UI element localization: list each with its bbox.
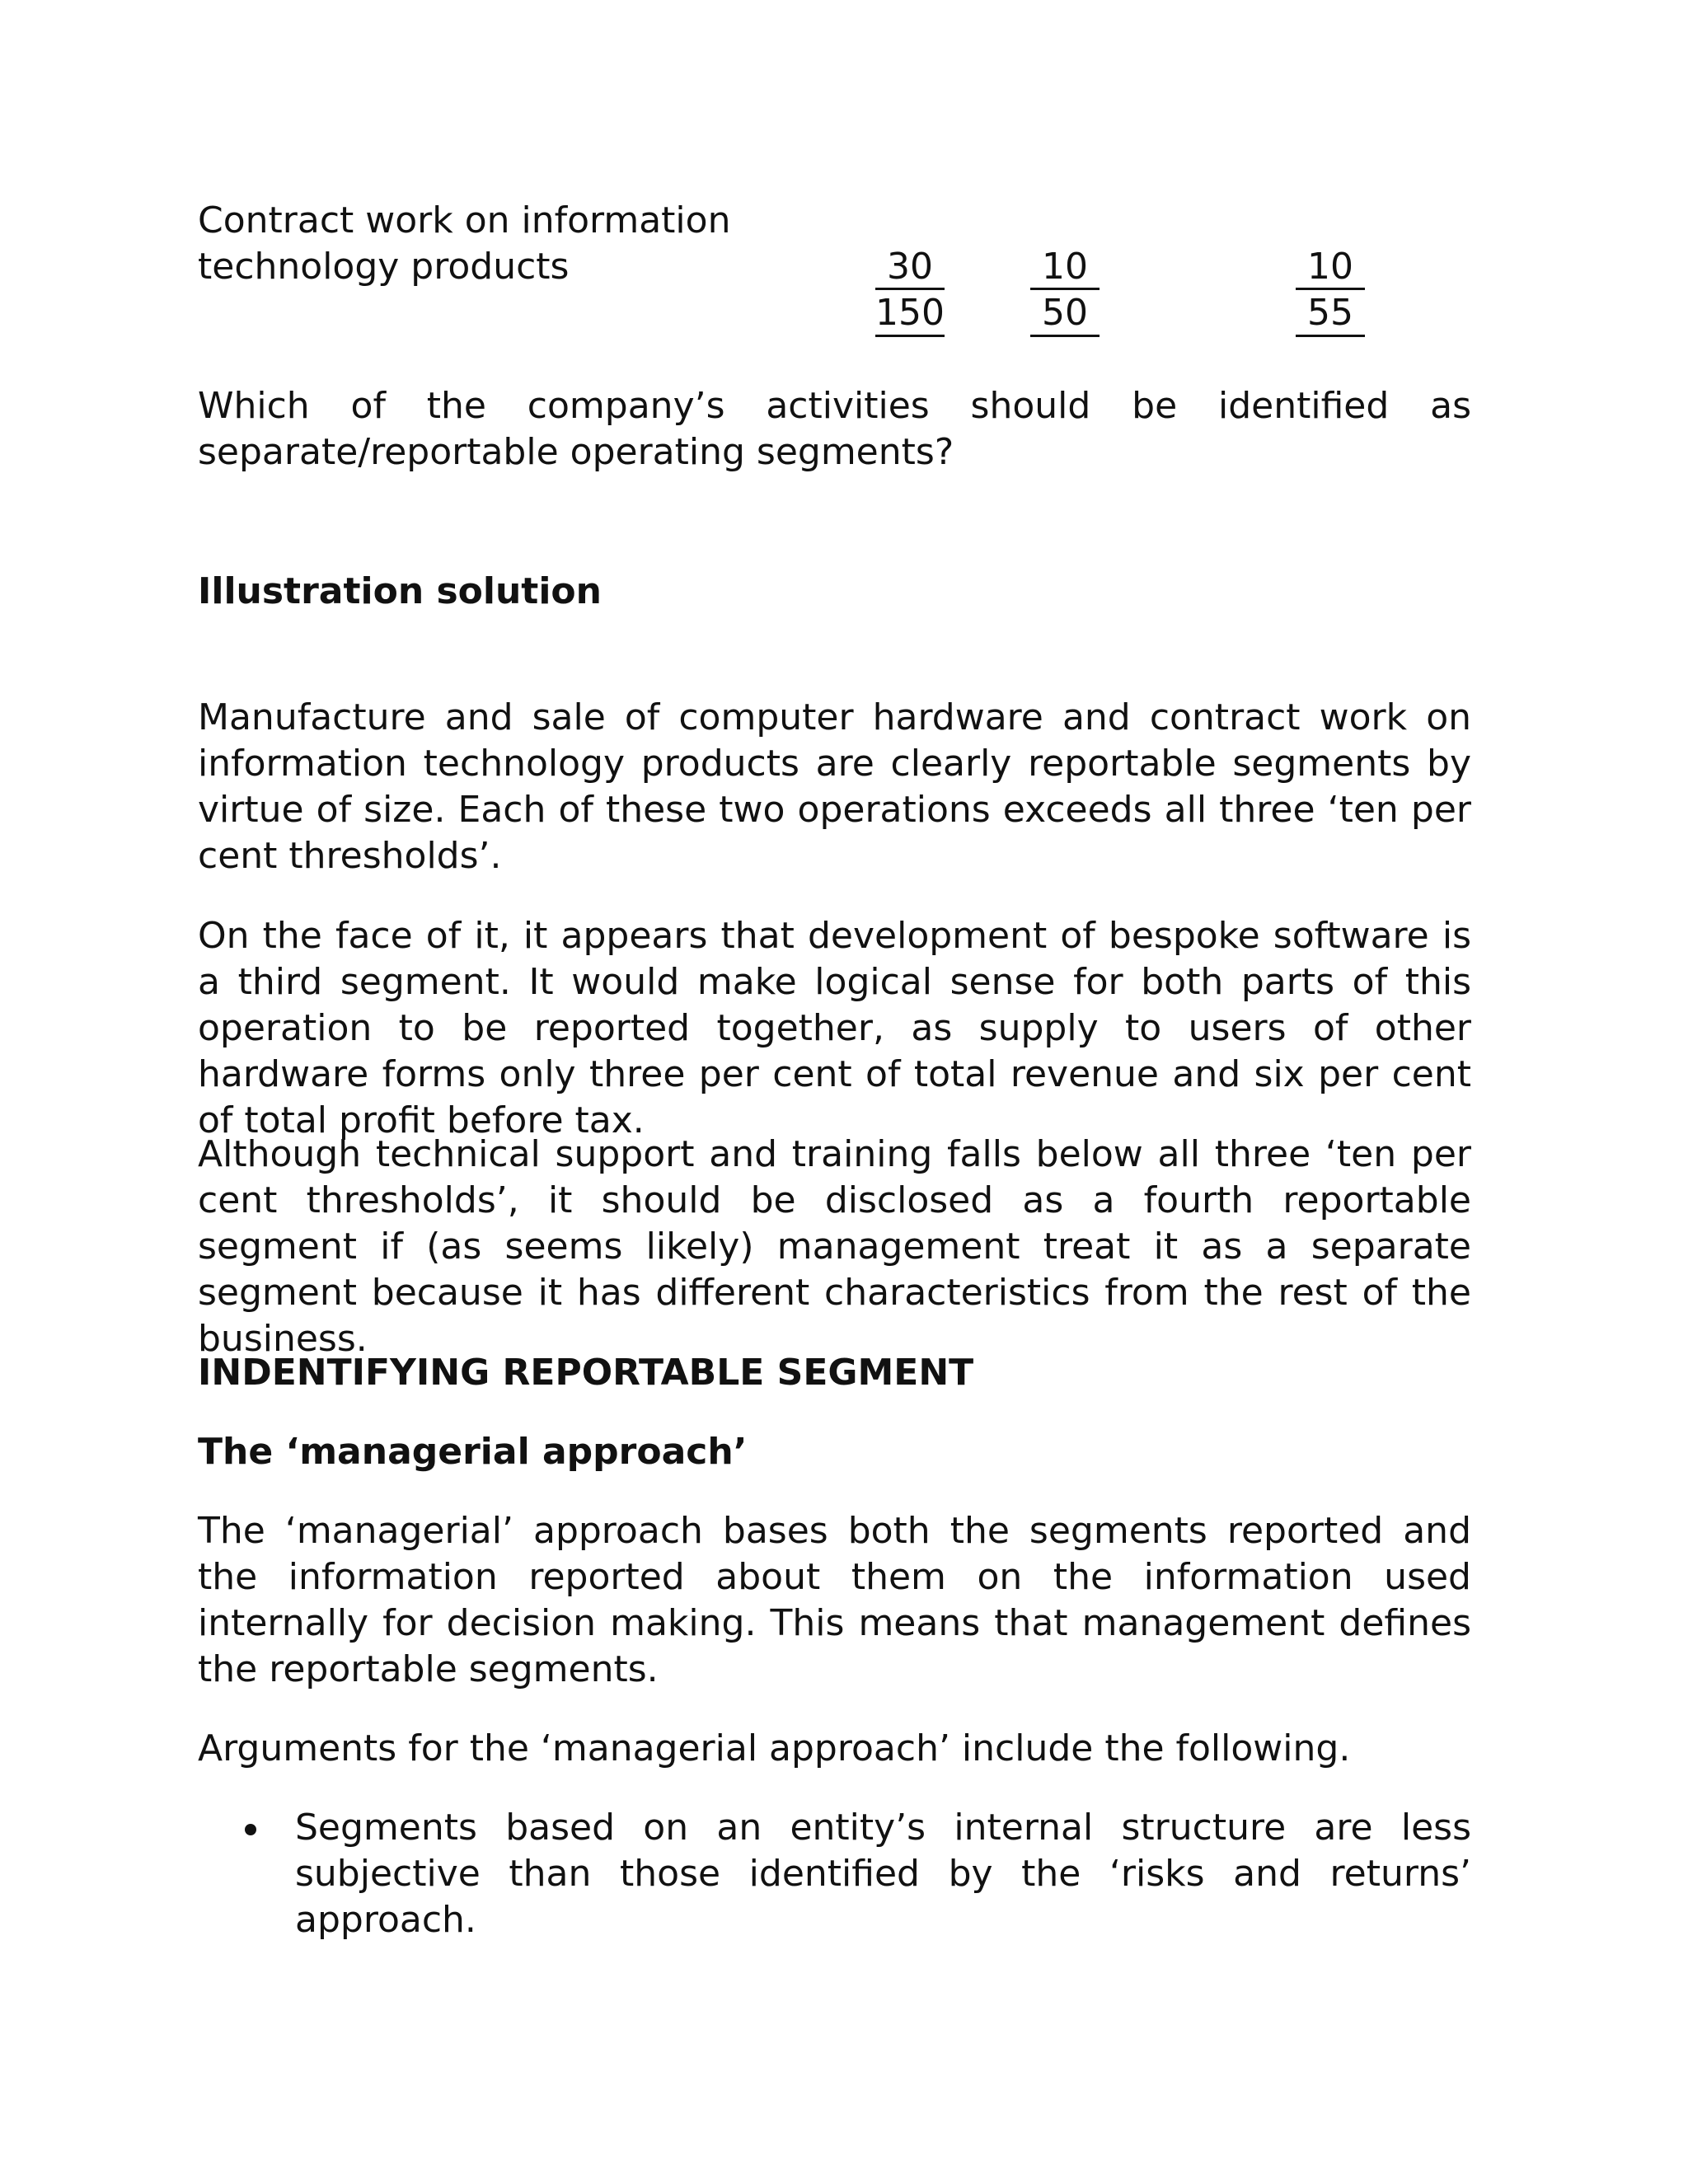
list-item: Segments based on an entity’s internal structure are less subjective than those identified by the ‘risks and returns’ approach. [295, 1807, 1471, 1941]
subsection-heading: The ‘managerial approach’ [198, 1431, 748, 1473]
table-total: 150 [875, 292, 945, 334]
section-heading: INDENTIFYING REPORTABLE SEGMENT [198, 1352, 974, 1394]
underline-divider [1296, 335, 1365, 337]
bullet-icon [245, 1824, 256, 1835]
question-paragraph: Which of the company’s activities should be identified as separate/reportable operating segments? [198, 385, 1471, 473]
solution-paragraph-1: Manufacture and sale of computer hardware and contract work on information technology products are clearly reportable segments by virtue of size. Each of these two operations exceeds all three ‘ten per cent thresholds’. [198, 696, 1471, 877]
table-total: 55 [1307, 292, 1353, 334]
underline-divider [1030, 335, 1100, 337]
arguments-intro: Arguments for the ‘managerial approach’ include the following. [198, 1727, 1351, 1769]
table-row-label-line2: technology products [198, 246, 570, 288]
table-total: 50 [1042, 292, 1088, 334]
solution-paragraph-2: On the face of it, it appears that development of bespoke software is a third segment. It would make logical sense for both parts of this operation to be reported together, as supply to users of other hardware forms only three per cent of total revenue and six per cent of total profit before tax. [198, 915, 1471, 1141]
underline-divider [875, 335, 945, 337]
table-row-label-line1: Contract work on information [198, 199, 731, 241]
solution-paragraph-3: Although technical support and training falls below all three ‘ten per cent thresholds’, it should be disclosed as a fourth reportable segment if (as seems likely) management treat it as a separate segment because it has different characteristics from the rest of the business. [198, 1133, 1471, 1360]
table-cell: 30 [887, 246, 933, 288]
table-cell: 10 [1042, 246, 1088, 288]
managerial-paragraph: The ‘managerial’ approach bases both the segments reported and the information reported about them on the information used internally for decision making. This means that management defines the reportable segments. [198, 1510, 1471, 1690]
solution-heading: Illustration solution [198, 570, 602, 612]
table-cell: 10 [1307, 246, 1353, 288]
